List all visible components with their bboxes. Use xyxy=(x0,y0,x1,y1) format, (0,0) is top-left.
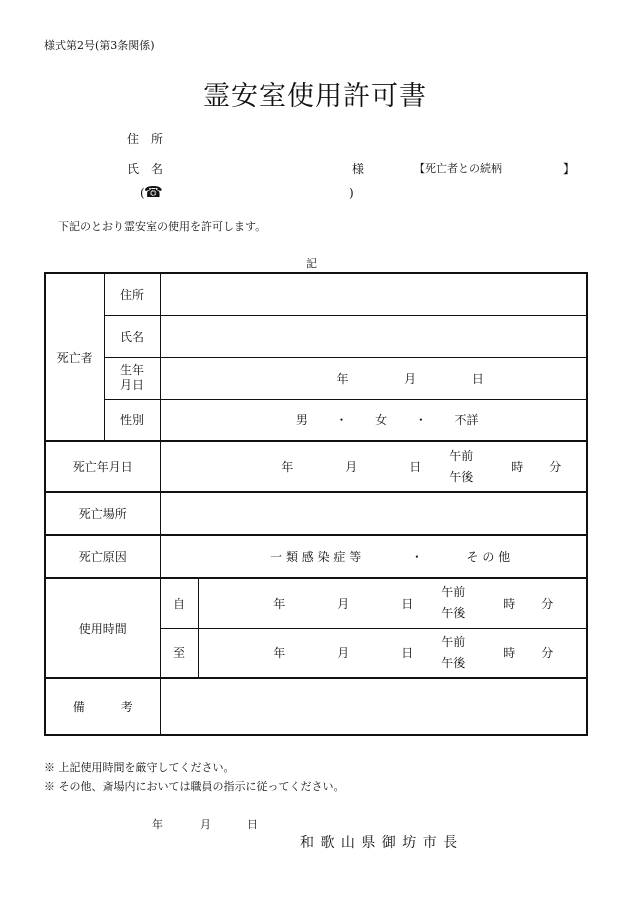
gender-male[interactable]: 男 xyxy=(295,413,308,428)
row-death-cause xyxy=(45,535,587,578)
row-remarks xyxy=(45,678,587,735)
gender-female[interactable]: 女 xyxy=(375,413,388,428)
tel-open: ( xyxy=(140,186,145,200)
issuer-name: 和 歌 山 県 御 坊 市 長 xyxy=(300,835,459,851)
death-month: 月 xyxy=(345,460,358,474)
usage-to-field[interactable] xyxy=(198,628,587,678)
birth-label xyxy=(104,357,160,399)
row-deceased-address xyxy=(45,273,587,315)
death-hour: 時 xyxy=(511,460,524,474)
address-label: 住所 xyxy=(104,273,160,315)
gender-label: 性別 xyxy=(104,399,160,441)
page-title: 霊安室使用許可書 xyxy=(203,81,427,112)
birth-label-line2: 月日 xyxy=(119,378,144,392)
to-label: 至 xyxy=(160,628,198,678)
to-month: 月 xyxy=(337,646,350,661)
row-death-date xyxy=(45,441,587,492)
death-pm[interactable]: 午後 xyxy=(449,469,474,484)
name-label: 氏名 xyxy=(104,315,160,357)
tel-close: ) xyxy=(349,186,354,200)
note-2: ※ その他、斎場内においては職員の指示に従ってください。 xyxy=(44,780,345,793)
gender-dot-1: ・ xyxy=(335,413,348,428)
usage-time-label: 使用時間 xyxy=(45,578,160,678)
footer-year: 年 xyxy=(152,818,163,831)
permit-table xyxy=(44,272,588,736)
usage-from-field[interactable] xyxy=(198,578,587,628)
death-day: 日 xyxy=(409,460,422,474)
row-deceased-gender xyxy=(45,399,587,441)
from-hour: 時 xyxy=(503,596,516,611)
telephone-icon: ☎ xyxy=(144,183,163,201)
intro-text: 下記のとおり霊安室の使用を許可します。 xyxy=(58,220,267,233)
death-cause-field[interactable] xyxy=(160,535,587,578)
form-number: 様式第2号(第3条関係) xyxy=(44,39,155,52)
deceased-name-field[interactable] xyxy=(160,315,587,357)
birth-label-line1: 生年 xyxy=(119,363,144,377)
deceased-group-label: 死亡者 xyxy=(45,273,104,441)
from-year: 年 xyxy=(273,596,286,611)
deceased-address-field[interactable] xyxy=(160,273,587,315)
applicant-name-label: 氏 名 xyxy=(127,162,164,176)
birth-month: 月 xyxy=(404,371,417,386)
row-usage-from xyxy=(45,578,587,628)
relation-label: 【死亡者との続柄 xyxy=(414,162,502,175)
to-day: 日 xyxy=(401,646,414,661)
to-am[interactable]: 午前 xyxy=(441,634,466,649)
cause-infectious[interactable]: 一 類 感 染 症 等 xyxy=(270,550,362,564)
to-pm[interactable]: 午後 xyxy=(441,655,466,670)
honorific: 様 xyxy=(352,162,365,176)
death-date-label: 死亡年月日 xyxy=(45,441,160,492)
cause-other[interactable]: そ の 他 xyxy=(466,550,511,564)
gender-unknown[interactable]: 不詳 xyxy=(454,413,479,428)
to-minute: 分 xyxy=(541,646,554,661)
death-cause-label: 死亡原因 xyxy=(45,535,160,578)
from-am[interactable]: 午前 xyxy=(441,585,466,600)
note-1: ※ 上記使用時間を厳守してください。 xyxy=(44,761,235,774)
remarks-field[interactable] xyxy=(160,678,587,735)
death-place-label: 死亡場所 xyxy=(45,492,160,535)
death-am[interactable]: 午前 xyxy=(449,448,474,463)
applicant-address-label: 住 所 xyxy=(127,132,164,146)
relation-close: 】 xyxy=(563,162,576,176)
death-minute: 分 xyxy=(549,460,562,474)
birth-year: 年 xyxy=(336,371,349,386)
birth-day: 日 xyxy=(471,371,484,386)
death-date-field[interactable] xyxy=(160,441,587,492)
from-month: 月 xyxy=(337,596,350,611)
death-place-field[interactable] xyxy=(160,492,587,535)
to-hour: 時 xyxy=(503,646,516,661)
from-minute: 分 xyxy=(541,596,554,611)
row-deceased-birth xyxy=(45,357,587,399)
death-year: 年 xyxy=(281,460,294,474)
row-deceased-name xyxy=(45,315,587,357)
row-death-place xyxy=(45,492,587,535)
remarks-label: 備 考 xyxy=(45,678,160,735)
gender-dot-2: ・ xyxy=(414,413,427,428)
from-day: 日 xyxy=(401,596,414,611)
from-pm[interactable]: 午後 xyxy=(441,606,466,621)
from-label: 自 xyxy=(160,578,198,628)
cause-dot: ・ xyxy=(410,550,423,564)
birth-date-field[interactable] xyxy=(160,357,587,399)
gender-field[interactable] xyxy=(160,399,587,441)
footer-month: 月 xyxy=(200,818,211,831)
footer-day: 日 xyxy=(247,818,258,831)
ki-label: 記 xyxy=(306,257,317,270)
to-year: 年 xyxy=(273,646,286,661)
